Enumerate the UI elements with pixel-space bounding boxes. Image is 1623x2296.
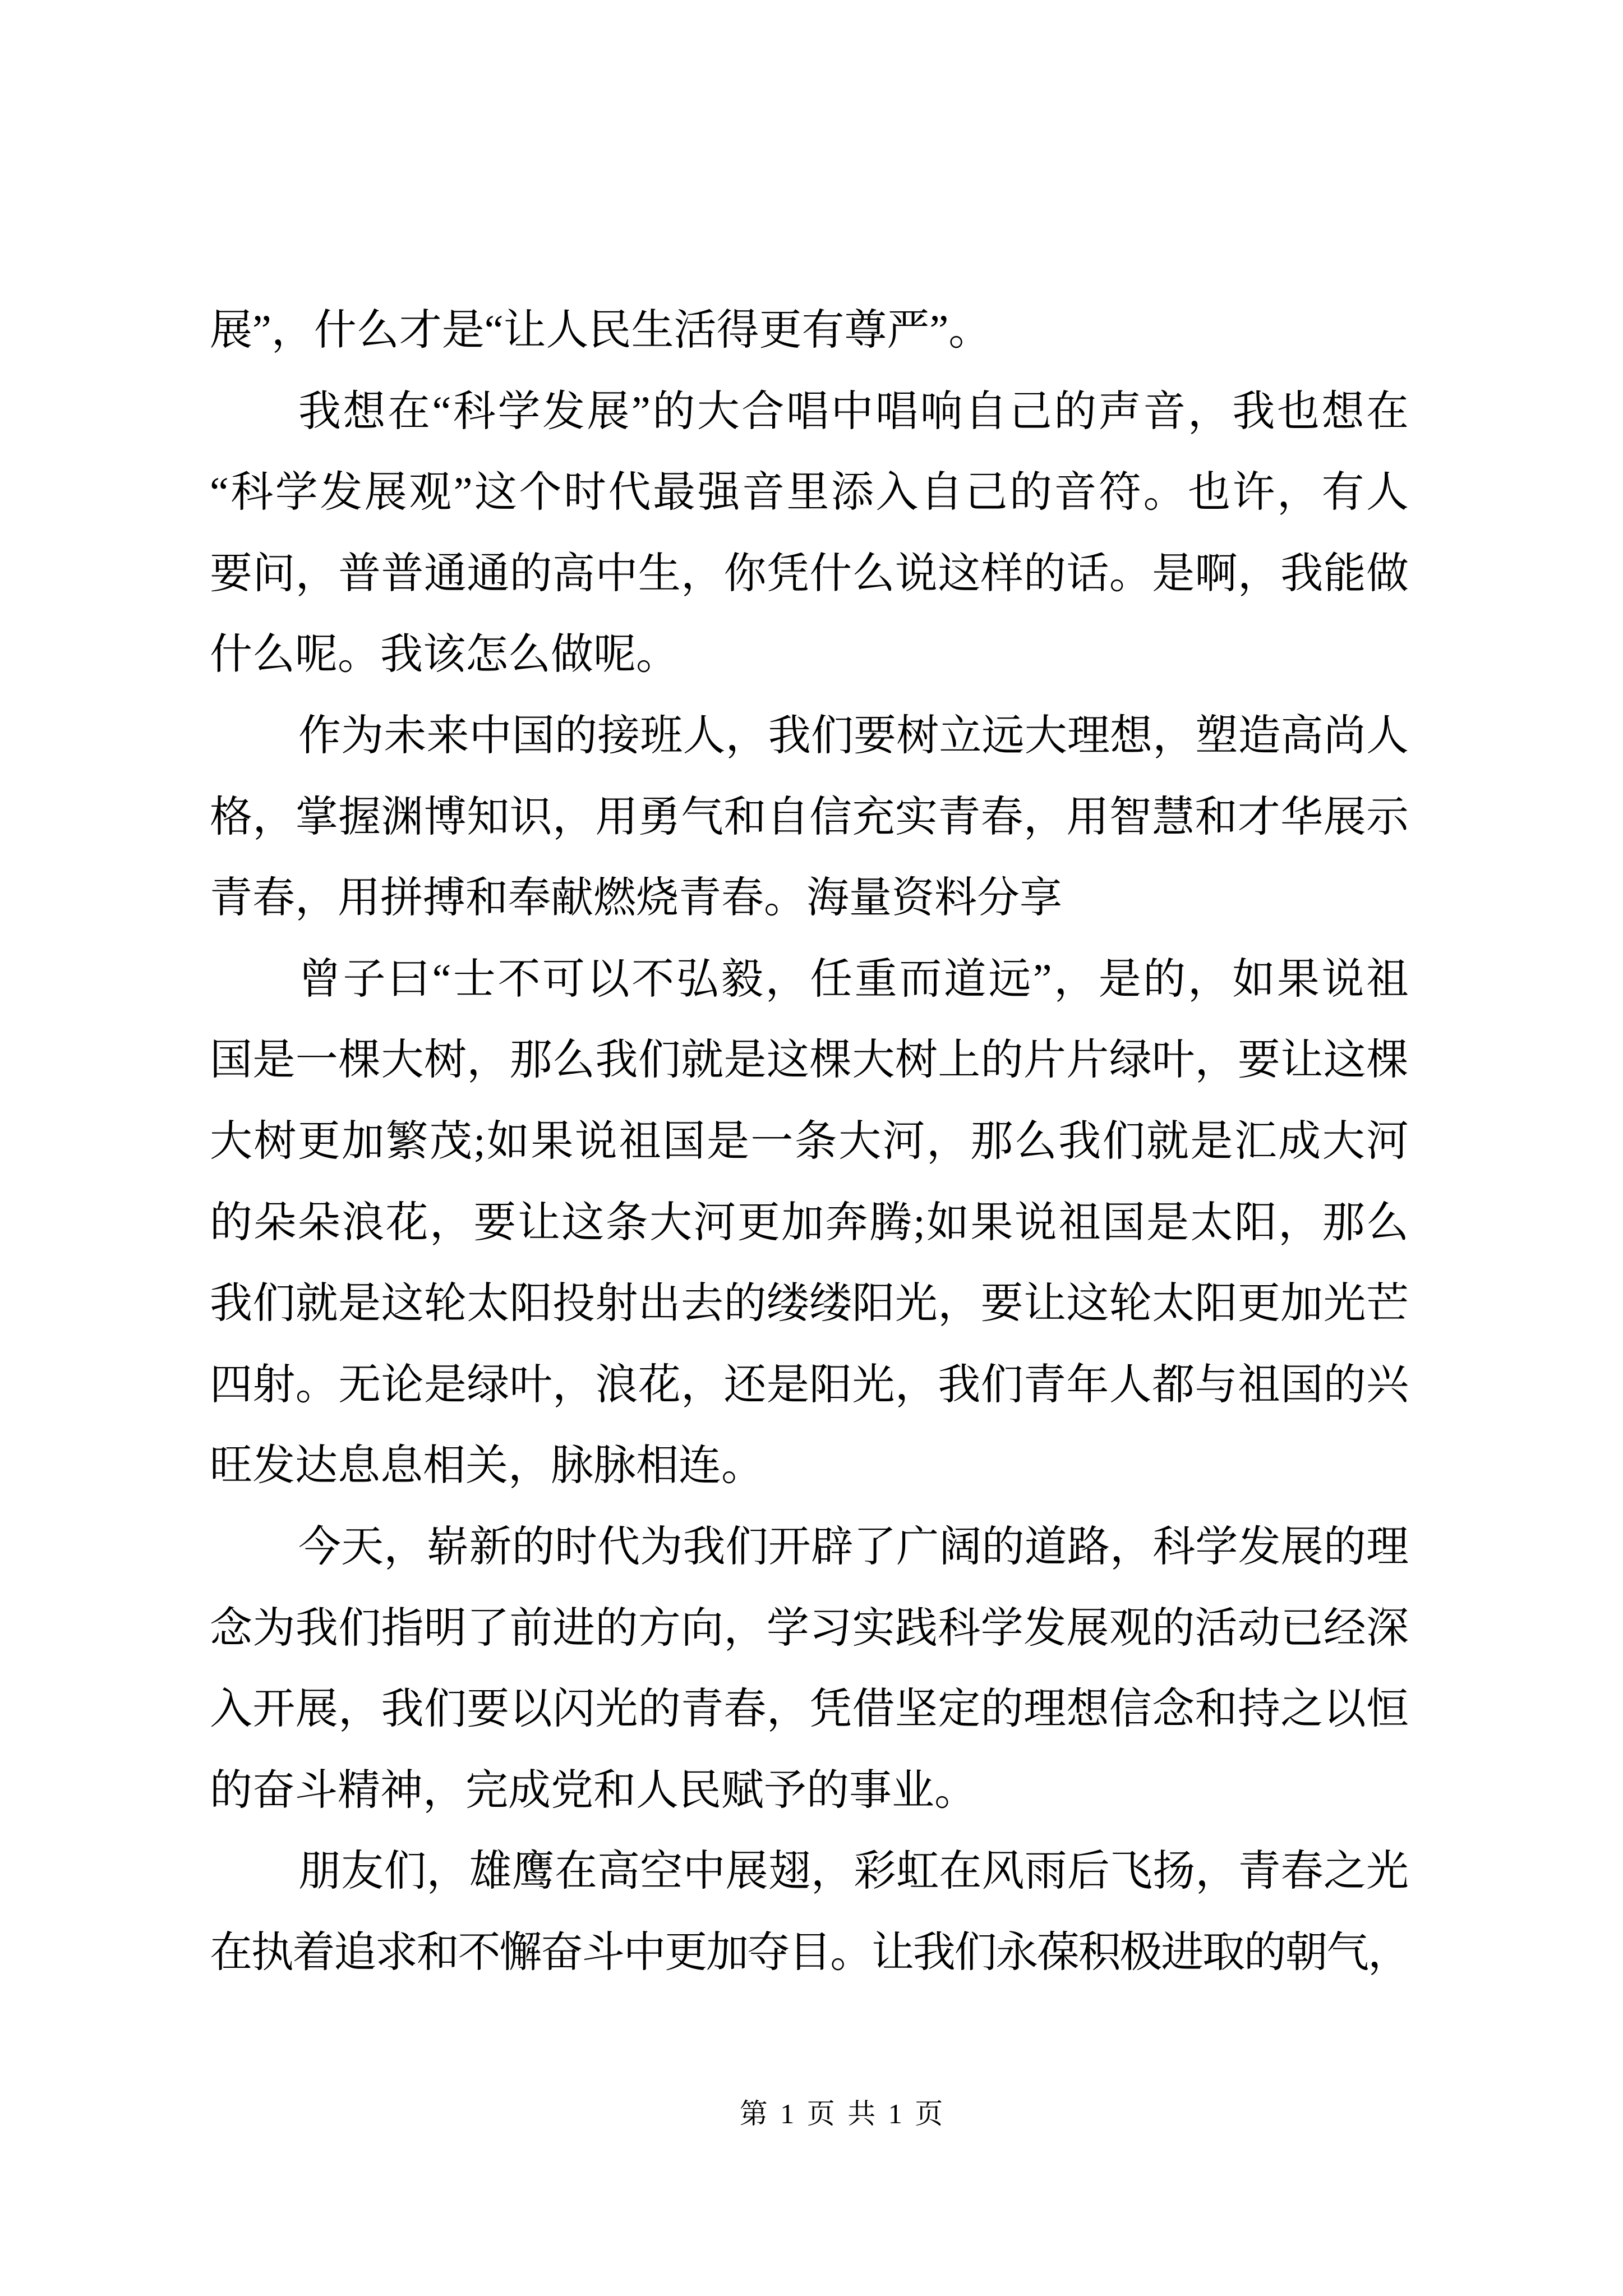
body-line: 要问，普普通通的高中生，你凭什么说这样的话。是啊，我能做 <box>210 550 1409 597</box>
paragraph <box>210 696 1409 939</box>
body-line: 今天，崭新的时代为我们开辟了广阔的道路，科学发展的理 <box>298 1523 1409 1571</box>
body-line: 国是一棵大树，那么我们就是这棵大树上的片片绿叶，要让这棵 <box>210 1037 1409 1084</box>
body-line: 入开展，我们要以闪光的青春，凭借坚定的理想信念和持之以恒 <box>210 1686 1409 1733</box>
body-line: 我们就是这轮太阳投射出去的缕缕阳光，要让这轮太阳更加光芒 <box>210 1280 1409 1328</box>
body-line: 在执着追求和不懈奋斗中更加夺目。让我们永葆积极进取的朝气， <box>210 1929 1409 1976</box>
paragraph <box>210 939 1409 1507</box>
body-line: 旺发达息息相关，脉脉相连。 <box>210 1442 764 1490</box>
body-line: 大树更加繁茂;如果说祖国是一条大河，那么我们就是汇成大河 <box>210 1117 1409 1165</box>
page-footer: 第 1 页 共 1 页 <box>739 2098 943 2129</box>
body-line: 格，掌握渊博知识，用勇气和自信充实青春，用智慧和才华展示 <box>210 793 1409 841</box>
paragraph <box>210 371 1409 696</box>
body-line: 的奋斗精神，完成党和人民赋予的事业。 <box>210 1766 977 1814</box>
body-line: 的朵朵浪花，要让这条大河更加奔腾;如果说祖国是太阳，那么 <box>210 1199 1409 1246</box>
body-line: 展”，什么才是“让人民生活得更有尊严”。 <box>210 307 992 354</box>
document-body <box>210 290 1409 1993</box>
body-line: 朋友们，雄鹰在高空中展翅，彩虹在风雨后飞扬，青春之光 <box>298 1848 1409 1895</box>
body-line: 青春，用拼搏和奉献燃烧青春。海量资料分享 <box>210 875 1062 922</box>
paragraph <box>210 290 1409 371</box>
body-line: 曾子曰“士不可以不弘毅，任重而道远”，是的，如果说祖 <box>298 955 1409 1003</box>
paragraph <box>210 1507 1409 1831</box>
body-line: “科学发展观”这个时代最强音里添入自己的音符。也许，有人 <box>210 469 1409 517</box>
body-line: 四射。无论是绿叶，浪花，还是阳光，我们青年人都与祖国的兴 <box>210 1361 1409 1409</box>
body-line: 念为我们指明了前进的方向，学习实践科学发展观的活动已经深 <box>210 1604 1409 1652</box>
body-line: 我想在“科学发展”的大合唱中唱响自己的声音，我也想在 <box>298 388 1409 435</box>
body-line: 作为未来中国的接班人，我们要树立远大理想，塑造高尚人 <box>298 712 1409 760</box>
paragraph <box>210 1831 1409 1993</box>
body-line: 什么呢。我该怎么做呢。 <box>210 631 679 679</box>
